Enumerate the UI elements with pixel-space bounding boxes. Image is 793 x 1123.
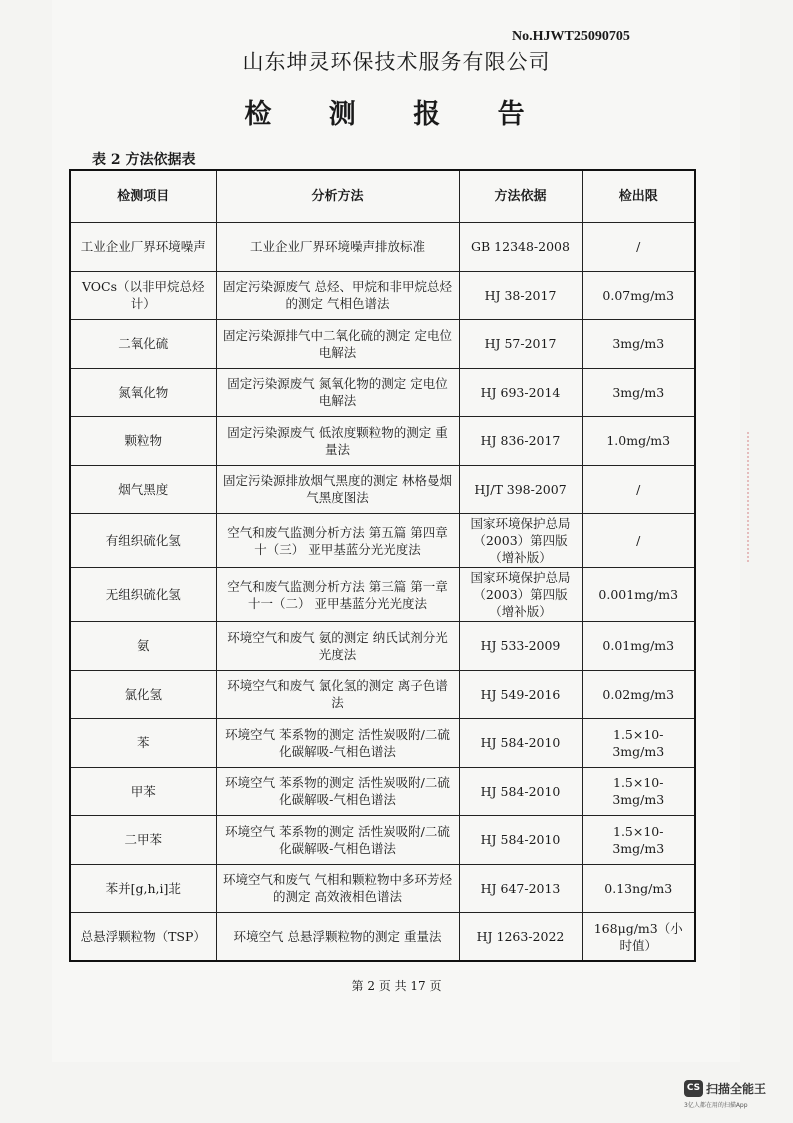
cell-item: 烟气黑度 bbox=[70, 465, 216, 514]
table-row bbox=[70, 816, 695, 865]
header-limit: 检出限 bbox=[582, 170, 695, 223]
cell-limit: 1.5×10-3mg/m3 bbox=[582, 767, 695, 816]
table-row bbox=[70, 719, 695, 768]
cell-basis: HJ 1263-2022 bbox=[459, 913, 582, 962]
report-title: 检 测 报 告 bbox=[244, 99, 549, 130]
page-number: 第 2 页 共 17 页 bbox=[351, 979, 442, 993]
cell-method: 空气和废气监测分析方法 第三篇 第一章 十一（二） 亚甲基蓝分光光度法 bbox=[216, 568, 459, 622]
table-header-row bbox=[70, 170, 695, 223]
cell-limit: 0.001mg/m3 bbox=[582, 568, 695, 622]
cell-basis: HJ 836-2017 bbox=[459, 417, 582, 466]
cell-limit: / bbox=[582, 465, 695, 514]
cell-basis: GB 12348-2008 bbox=[459, 223, 582, 272]
header-basis: 方法依据 bbox=[459, 170, 582, 223]
cell-item: 氨 bbox=[70, 622, 216, 671]
cell-limit: 1.5×10-3mg/m3 bbox=[582, 719, 695, 768]
table-row bbox=[70, 223, 695, 272]
cell-item: 有组织硫化氢 bbox=[70, 514, 216, 568]
cell-item: 二氧化硫 bbox=[70, 320, 216, 369]
cell-method: 环境空气 苯系物的测定 活性炭吸附/二硫化碳解吸-气相色谱法 bbox=[216, 816, 459, 865]
cell-limit: 3mg/m3 bbox=[582, 368, 695, 417]
cell-basis: HJ 549-2016 bbox=[459, 670, 582, 719]
cell-basis: 国家环境保护总局（2003）第四版（增补版） bbox=[459, 568, 582, 622]
cell-method: 固定污染源废气 总烃、甲烷和非甲烷总烃的测定 气相色谱法 bbox=[216, 271, 459, 320]
cell-limit: 3mg/m3 bbox=[582, 320, 695, 369]
report-number: No.HJWT25090705 bbox=[512, 29, 630, 44]
cell-limit: 1.0mg/m3 bbox=[582, 417, 695, 466]
header-item: 检测项目 bbox=[70, 170, 216, 223]
cell-method: 环境空气和废气 氨的测定 纳氏试剂分光光度法 bbox=[216, 622, 459, 671]
cell-item: 二甲苯 bbox=[70, 816, 216, 865]
cell-basis: HJ 38-2017 bbox=[459, 271, 582, 320]
scanner-app-name: 扫描全能王 bbox=[706, 1082, 767, 1096]
cell-basis: HJ 584-2010 bbox=[459, 767, 582, 816]
cell-basis: 国家环境保护总局（2003）第四版（增补版） bbox=[459, 514, 582, 568]
cell-limit: / bbox=[582, 514, 695, 568]
seam-stamp-mark bbox=[733, 432, 749, 562]
cell-basis: HJ/T 398-2007 bbox=[459, 465, 582, 514]
cell-item: 氮氧化物 bbox=[70, 368, 216, 417]
cell-item: 甲苯 bbox=[70, 767, 216, 816]
table-row bbox=[70, 568, 695, 622]
cell-limit: 0.02mg/m3 bbox=[582, 670, 695, 719]
table-row bbox=[70, 465, 695, 514]
cell-limit: 168μg/m3（小时值） bbox=[582, 913, 695, 962]
cell-basis: HJ 533-2009 bbox=[459, 622, 582, 671]
table-caption: 表 2 方法依据表 bbox=[92, 152, 196, 168]
cell-method: 空气和废气监测分析方法 第五篇 第四章 十（三） 亚甲基蓝分光光度法 bbox=[216, 514, 459, 568]
cell-method: 固定污染源废气 氮氧化物的测定 定电位电解法 bbox=[216, 368, 459, 417]
company-name: 山东坤灵环保技术服务有限公司 bbox=[242, 50, 551, 74]
cell-limit: 1.5×10-3mg/m3 bbox=[582, 816, 695, 865]
cell-item: 无组织硫化氢 bbox=[70, 568, 216, 622]
cell-method: 固定污染源排放烟气黑度的测定 林格曼烟气黑度图法 bbox=[216, 465, 459, 514]
cell-basis: HJ 693-2014 bbox=[459, 368, 582, 417]
cell-method: 环境空气 总悬浮颗粒物的测定 重量法 bbox=[216, 913, 459, 962]
table-row bbox=[70, 670, 695, 719]
scanner-watermark bbox=[684, 1078, 784, 1109]
cell-limit: 0.07mg/m3 bbox=[582, 271, 695, 320]
cell-method: 环境空气 苯系物的测定 活性炭吸附/二硫化碳解吸-气相色谱法 bbox=[216, 719, 459, 768]
cell-item: 苯 bbox=[70, 719, 216, 768]
cell-method: 工业企业厂界环境噪声排放标准 bbox=[216, 223, 459, 272]
cell-basis: HJ 647-2013 bbox=[459, 864, 582, 913]
table-row bbox=[70, 368, 695, 417]
cell-basis: HJ 57-2017 bbox=[459, 320, 582, 369]
cell-limit: / bbox=[582, 223, 695, 272]
cell-item: 氯化氢 bbox=[70, 670, 216, 719]
header-method: 分析方法 bbox=[216, 170, 459, 223]
table-row bbox=[70, 320, 695, 369]
cell-method: 固定污染源排气中二氧化硫的测定 定电位电解法 bbox=[216, 320, 459, 369]
cell-limit: 0.13ng/m3 bbox=[582, 864, 695, 913]
cell-item: 工业企业厂界环境噪声 bbox=[70, 223, 216, 272]
table-row bbox=[70, 864, 695, 913]
cell-item: 苯并[g,h,i]苝 bbox=[70, 864, 216, 913]
table-row bbox=[70, 622, 695, 671]
cell-method: 环境空气和废气 氯化氢的测定 离子色谱法 bbox=[216, 670, 459, 719]
cell-basis: HJ 584-2010 bbox=[459, 719, 582, 768]
cell-method: 固定污染源废气 低浓度颗粒物的测定 重量法 bbox=[216, 417, 459, 466]
table-row bbox=[70, 417, 695, 466]
cell-item: 颗粒物 bbox=[70, 417, 216, 466]
scanner-tagline: 3亿人都在用的扫描App bbox=[684, 1102, 748, 1109]
table-row bbox=[70, 514, 695, 568]
cell-limit: 0.01mg/m3 bbox=[582, 622, 695, 671]
table-row bbox=[70, 271, 695, 320]
cell-item: VOCs（以非甲烷总烃计） bbox=[70, 271, 216, 320]
table-row bbox=[70, 913, 695, 962]
cell-item: 总悬浮颗粒物（TSP） bbox=[70, 913, 216, 962]
cell-method: 环境空气 苯系物的测定 活性炭吸附/二硫化碳解吸-气相色谱法 bbox=[216, 767, 459, 816]
cell-basis: HJ 584-2010 bbox=[459, 816, 582, 865]
method-basis-table bbox=[69, 169, 696, 962]
table-row bbox=[70, 767, 695, 816]
cell-method: 环境空气和废气 气相和颗粒物中多环芳烃的测定 高效液相色谱法 bbox=[216, 864, 459, 913]
scanner-logo-icon: CS bbox=[684, 1080, 703, 1097]
